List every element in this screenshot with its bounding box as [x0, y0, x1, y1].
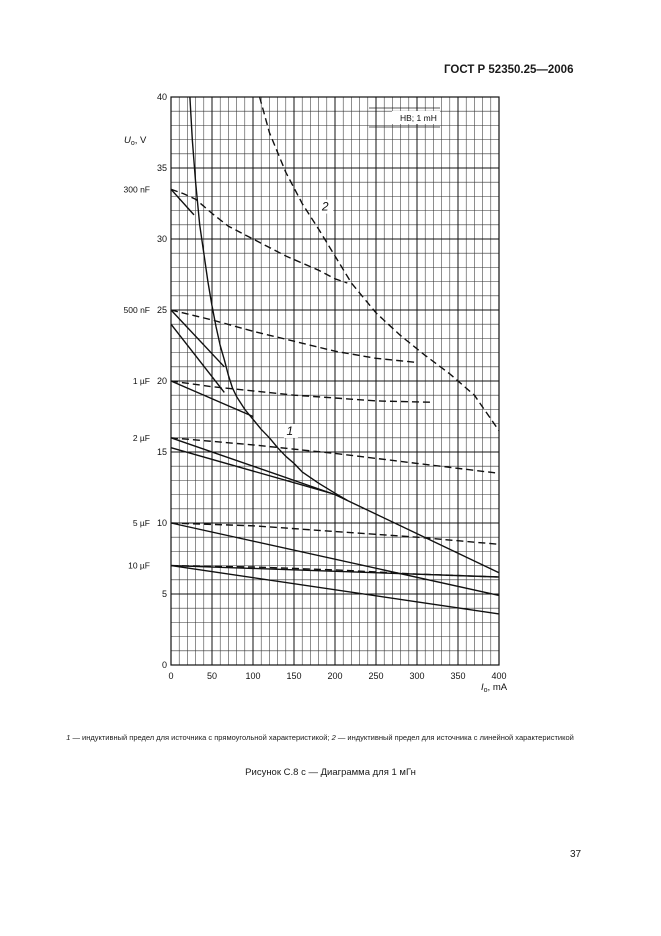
- figure-title: Рисунок С.8 с — Диаграмма для 1 мГн: [245, 767, 416, 778]
- x-axis-subscript: o: [483, 687, 488, 694]
- page-number: 37: [570, 849, 582, 860]
- svg-text:Uo, V: [124, 135, 147, 147]
- capacitance-label: 300 nF: [123, 184, 150, 195]
- y-axis-unit: , V: [134, 135, 147, 146]
- capacitance-label: 2 µF: [132, 432, 150, 443]
- caption-number-2: 2: [331, 733, 336, 742]
- x-tick-label: 400: [491, 671, 507, 681]
- x-tick-label: 300: [409, 671, 425, 681]
- svg-text:Io, mA: [481, 682, 508, 694]
- curve-label: 1: [286, 423, 294, 438]
- x-tick-label: 0: [168, 671, 174, 681]
- x-tick-label: 200: [327, 671, 343, 681]
- curve-label: 2: [321, 199, 329, 214]
- x-axis-symbol: I: [481, 682, 484, 693]
- curve-labels: [284, 200, 333, 438]
- x-tick-label: 150: [286, 671, 302, 681]
- y-tick-label: 5: [161, 589, 167, 599]
- y-tick-label: 0: [161, 660, 167, 670]
- y-tick-label: 20: [156, 376, 167, 386]
- x-tick-label: 50: [206, 671, 218, 681]
- caption-text-1: — индуктивный предел для источника с прямоугольной характеристикой;: [70, 733, 332, 742]
- y-tick-label: 10: [156, 518, 167, 528]
- y-axis-symbol: U: [124, 135, 131, 146]
- y-tick-label: 30: [156, 234, 167, 244]
- y-tick-label: 40: [156, 92, 167, 102]
- x-axis-unit: , mA: [487, 682, 508, 693]
- capacitance-label: 5 µF: [132, 518, 150, 528]
- capacitance-label: 1 µF: [132, 376, 150, 386]
- series-line-curve-1: [190, 97, 347, 500]
- series-line-10: [171, 448, 331, 494]
- y-tick-label: 25: [156, 305, 167, 315]
- y-tick-label: 15: [156, 447, 167, 457]
- x-tick-label: 350: [450, 671, 466, 681]
- capacitance-labels: [124, 184, 150, 570]
- legend: [369, 108, 440, 127]
- y-axis-subscript: o: [130, 140, 135, 147]
- x-tick-label: 100: [245, 671, 261, 681]
- x-axis-title: [481, 682, 508, 694]
- figure-caption: [40, 733, 600, 743]
- capacitance-label: 500 nF: [123, 305, 150, 315]
- legend-text: HB; 1 mH: [400, 113, 437, 123]
- document-header: ГОСТ Р 52350.25—2006: [444, 64, 574, 76]
- caption-number-1: 1: [66, 733, 71, 742]
- capacitance-label: 10 µF: [128, 560, 150, 571]
- caption-text-2: — индуктивный предел для источника с линейной характеристикой: [335, 733, 574, 742]
- x-tick-label: 250: [368, 671, 384, 681]
- y-axis-title: [124, 135, 147, 147]
- y-tick-label: 35: [156, 163, 167, 173]
